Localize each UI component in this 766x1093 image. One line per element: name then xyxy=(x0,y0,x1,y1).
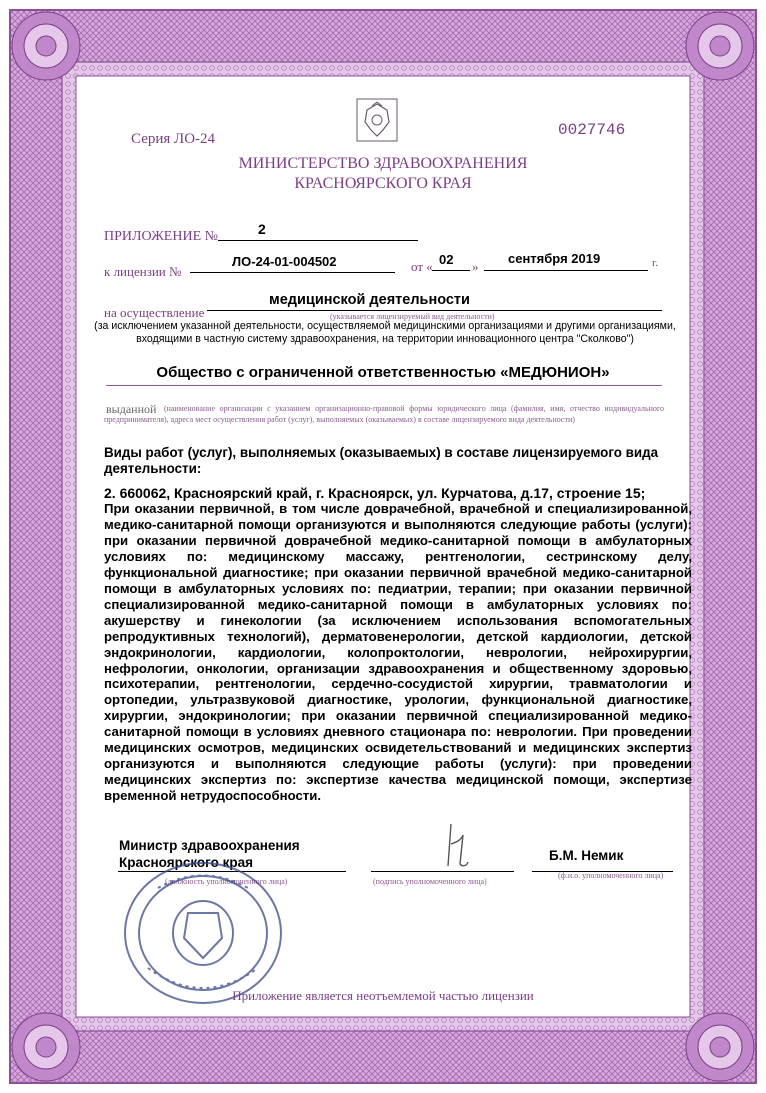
works-heading: Виды работ (услуг), выполняемых (оказываемых) в составе лицензируемого вида деятельности: xyxy=(104,445,659,476)
organization-line xyxy=(106,385,662,386)
series-label: Серия ЛО-24 xyxy=(131,131,216,147)
signature-scribble xyxy=(440,818,470,875)
signer-position-line-1: Министр здравоохранения xyxy=(119,838,300,853)
day-close: » xyxy=(472,259,479,274)
signer-position-line-2: Красноярского края xyxy=(119,855,254,870)
activity-exclusion: (за исключением указанной деятельности, осуществляемой медицинскими организациями и другими организациями, входящими в частную систему здравоохранения, на территории инновационного центра "Сколково") xyxy=(94,320,676,345)
issued-caption: (наименование организации с указанием организационно-правовой формы юридического лица (фамилия, имя, отчество индивидуального предпринимателя), адреса мест осуществления работ (услуг), выполняемых (оказываемых) в составе лицензируемого вида деятельности) xyxy=(104,404,664,424)
appendix-label: ПРИЛОЖЕНИЕ № xyxy=(104,229,218,244)
activity-caption: (указывается лицензируемый вид деятельности) xyxy=(330,312,495,321)
license-month-year: сентября 2019 xyxy=(508,251,601,266)
activity-label: на осуществление xyxy=(104,305,205,320)
appendix-line xyxy=(218,223,418,241)
ministry-line-2: КРАСНОЯРСКОГО КРАЯ xyxy=(294,175,472,192)
form-number: 0027746 xyxy=(558,121,626,139)
license-label: к лицензии № xyxy=(104,264,182,279)
ministry-title xyxy=(0,154,766,194)
ministry-line-1: МИНИСТЕРСТВО ЗДРАВООХРАНЕНИЯ xyxy=(238,155,528,172)
caption-signature: (подпись уполномоченного лица) xyxy=(373,877,487,886)
license-number: ЛО-24-01-004502 xyxy=(232,254,337,269)
year-suffix: г. xyxy=(652,257,659,269)
from-label: от « xyxy=(411,259,433,274)
appendix-number: 2 xyxy=(258,221,266,237)
license-day: 02 xyxy=(439,252,454,267)
works-text: При оказании первичной, в том числе доврачебной, врачебной и специализированной, медико-санитарной помощи организуются и выполняются следующие работы (услуги): при оказании первичной доврачебной медико-санитарной помощи в амбулаторных условиях по: медицинскому массажу, рентгенологии, сестринскому делу, функциональной диагностике; при оказании первичной врачебной медико-санитарной помощи в амбулаторных условиях по: педиатрии, терапии; при оказании первичной специализированной медико-санитарной помощи в амбулаторных условиях по: акушерству и гинекологии (за исключением использования вспомогательных репродуктивных технологий), дерматовенерологии, детской кардиологии, детской эндокринологии, кардиологии, колопроктологии, неврологии, нейрохирургии, нефрологии, онкологии, организации здравоохранения и общественному здоровью, психотерапии, рентгенологии, сердечно-сосудистой хирургии, травматологии и ортопедии, ультразвуковой диагностике, урологии, функциональной диагностике, хирургии, эндокринологии; при оказании первичной специализированной медико-санитарной помощи в условиях дневного стационара по: неврологии. При проведении медицинских осмотров, медицинских освидетельствований и медицинских экспертиз организуются и выполняются следующие работы (услуги): при проведении медицинских экспертиз по: экспертизе качества медицинской помощи, экспертизе временной нетрудоспособности. xyxy=(104,501,692,804)
signer-name: Б.М. Немик xyxy=(549,848,624,863)
works-address: 2. 660062, Красноярский край, г. Красноярск, ул. Курчатова, д.17, строение 15; xyxy=(104,485,646,501)
activity-value: медицинской деятельности xyxy=(269,292,470,308)
organization-name: Общество с ограниченной ответственностью «МЕДЮНИОН» xyxy=(156,364,610,381)
footer-note: Приложение является неотъемлемой частью лицензии xyxy=(232,988,534,1003)
issued-label: выданной xyxy=(106,402,157,416)
coat-of-arms-icon xyxy=(356,98,398,142)
caption-position: (должность уполномоченного лица) xyxy=(165,877,288,886)
caption-name: (ф.и.о. уполномоченного лица) xyxy=(558,871,664,880)
